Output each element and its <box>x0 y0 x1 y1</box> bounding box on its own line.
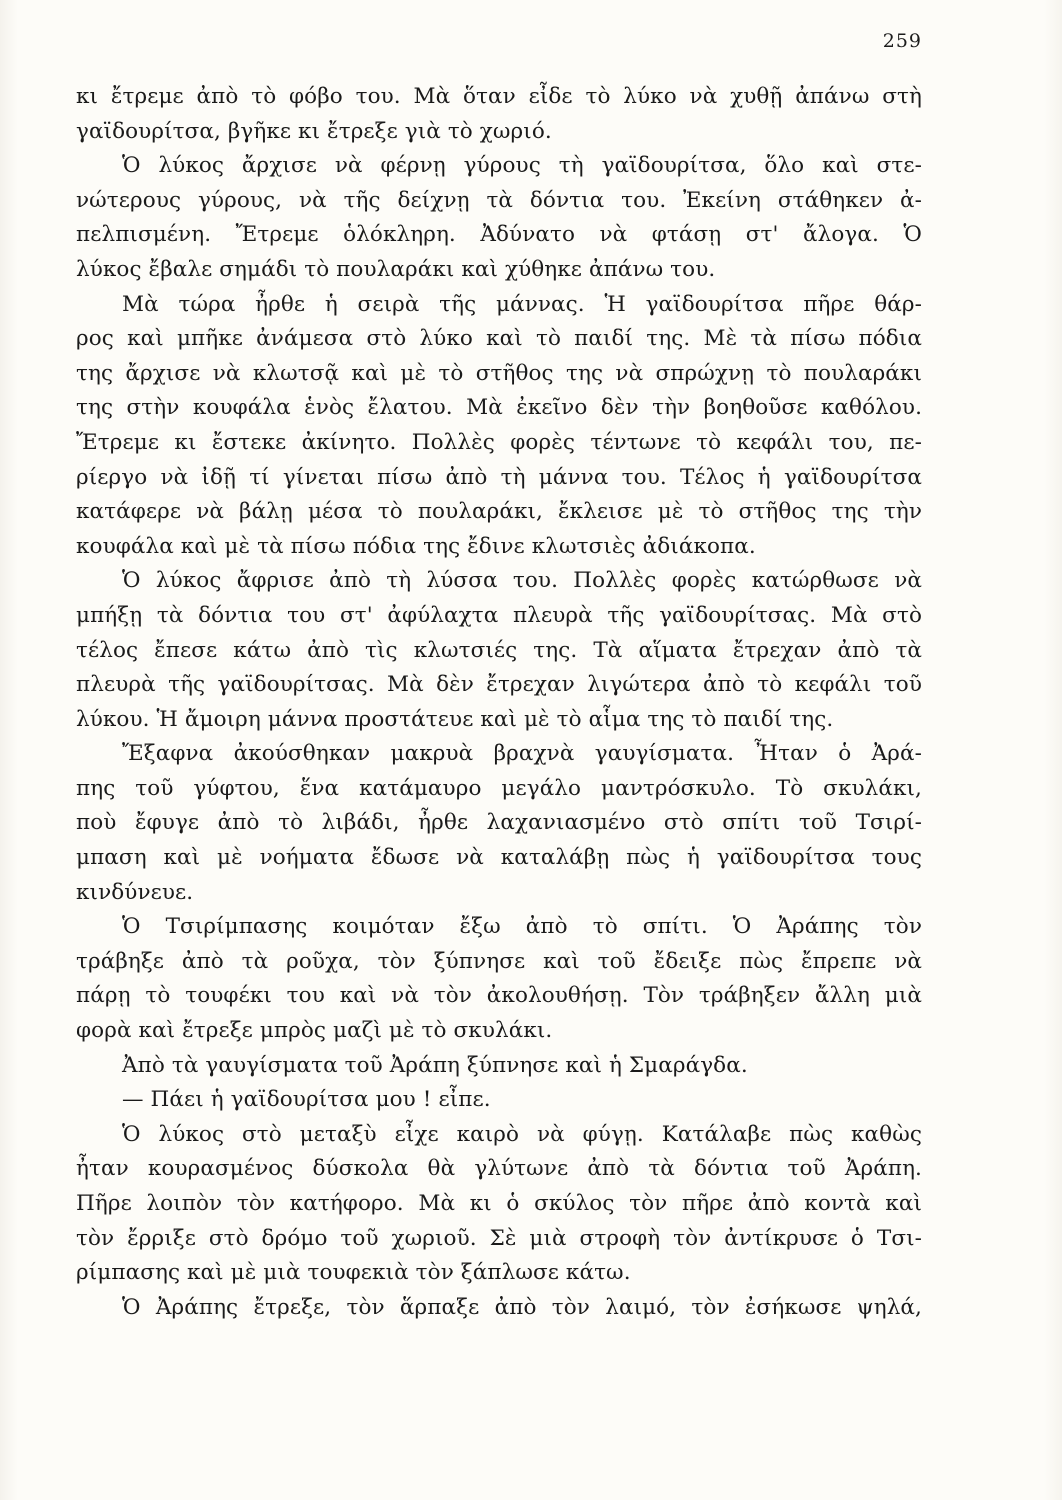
text-line: μπήξῃ τὰ δόντια του στ' ἀφύλαχτα πλευρὰ τῆς γαϊδουρίτσας. Μὰ στὸ <box>76 602 922 628</box>
text-line: Ὁ λύκος ἄρχισε νὰ φέρνῃ γύρους τὴ γαϊδουρίτσα, ὅλο καὶ στε- <box>122 153 922 179</box>
text-line: τέλος ἔπεσε κάτω ἀπὸ τὶς κλωτσιές της. Τὰ αἵματα ἔτρεχαν ἀπὸ τὰ <box>76 637 922 663</box>
text-line: πλευρὰ τῆς γαϊδουρίτσας. Μὰ δὲν ἔτρεχαν λιγώτερα ἀπὸ τὸ κεφάλι τοῦ <box>76 672 922 698</box>
text-line: τὸν ἔρριξε στὸ δρόμο τοῦ χωριοῦ. Σὲ μιὰ στροφὴ τὸν ἀντίκρυσε ὁ Τσι- <box>76 1225 922 1251</box>
text-line: — Πάει ἡ γαϊδουρίτσα μου ! εἶπε. <box>122 1087 491 1113</box>
text-line: Ἔξαφνα ἀκούσθηκαν μακρυὰ βραχνὰ γαυγίσματα. Ἦταν ὁ Ἀρά- <box>122 741 922 767</box>
text-line: Ἔτρεμε κι ἔστεκε ἀκίνητο. Πολλὲς φορὲς τέντωνε τὸ κεφάλι του, πε- <box>76 429 922 455</box>
text-line: ποὺ ἔφυγε ἀπὸ τὸ λιβάδι, ἦρθε λαχανιασμένο στὸ σπίτι τοῦ Τσιρί- <box>76 810 922 836</box>
text-line: ρος καὶ μπῆκε ἀνάμεσα στὸ λύκο καὶ τὸ παιδί της. Μὲ τὰ πίσω πόδια <box>76 326 922 352</box>
text-line: κι ἔτρεμε ἀπὸ τὸ φόβο του. Μὰ ὅταν εἶδε τὸ λύκο νὰ χυθῇ ἀπάνω στὴ <box>76 84 922 109</box>
body-text <box>76 80 922 1325</box>
text-line: Ὁ Τσιρίμπασης κοιμόταν ἔξω ἀπὸ τὸ σπίτι. Ὁ Ἀράπης τὸν <box>122 914 922 940</box>
text-line: μπαση καὶ μὲ νοήματα ἔδωσε νὰ καταλάβῃ πὼς ἡ γαϊδουρίτσα τους <box>76 845 922 871</box>
text-line: της ἄρχισε νὰ κλωτσᾷ καὶ μὲ τὸ στῆθος της νὰ σπρώχνῃ τὸ πουλαράκι <box>76 360 922 386</box>
text-line: κατάφερε νὰ βάλῃ μέσα τὸ πουλαράκι, ἔκλεισε μὲ τὸ στῆθος της τὴν <box>76 499 922 525</box>
text-line: ἦταν κουρασμένος δύσκολα θὰ γλύτωνε ἀπὸ τὰ δόντια τοῦ Ἀράπη. <box>76 1156 922 1182</box>
text-line: λύκου. Ἡ ἄμοιρη μάννα προστάτευε καὶ μὲ τὸ αἷμα της τὸ παιδί της. <box>76 706 834 732</box>
text-line: πάρῃ τὸ τουφέκι του καὶ νὰ τὸν ἀκολουθήσῃ. Τὸν τράβηξεν ἄλλη μιὰ <box>76 983 922 1009</box>
page-number: 259 <box>882 30 922 52</box>
text-line: νώτερους γύρους, νὰ τῆς δείχνῃ τὰ δόντια του. Ἐκείνη στάθηκεν ἀ- <box>76 187 922 213</box>
text-line: φορὰ καὶ ἔτρεξε μπρὸς μαζὶ μὲ τὸ σκυλάκι. <box>76 1018 553 1044</box>
text-line: γαϊδουρίτσα, βγῆκε κι ἔτρεξε γιὰ τὸ χωριό. <box>76 118 552 144</box>
text-line: κουφάλα καὶ μὲ τὰ πίσω πόδια της ἔδινε κλωτσιὲς ἀδιάκοπα. <box>76 533 756 559</box>
text-line: Μὰ τώρα ἦρθε ἡ σειρὰ τῆς μάννας. Ἡ γαϊδουρίτσα πῆρε θάρ- <box>122 291 922 317</box>
text-line: ρίεργο νὰ ἰδῇ τί γίνεται πίσω ἀπὸ τὴ μάννα του. Τέλος ἡ γαϊδουρίτσα <box>76 464 922 490</box>
text-line: Πῆρε λοιπὸν τὸν κατήφορο. Μὰ κι ὁ σκύλος τὸν πῆρε ἀπὸ κοντὰ καὶ <box>76 1191 922 1216</box>
text-line: λύκος ἔβαλε σημάδι τὸ πουλαράκι καὶ χύθηκε ἀπάνω του. <box>76 256 716 282</box>
text-line: της στὴν κουφάλα ἑνὸς ἔλατου. Μὰ ἐκεῖνο δὲν τὴν βοηθοῦσε καθόλου. <box>76 395 922 421</box>
text-line: ρίμπασης καὶ μὲ μιὰ τουφεκιὰ τὸν ξάπλωσε κάτω. <box>76 1260 631 1286</box>
text-line: Ἀπὸ τὰ γαυγίσματα τοῦ Ἀράπη ξύπνησε καὶ ἡ Σμαράγδα. <box>122 1052 748 1078</box>
text-line: πελπισμένη. Ἔτρεμε ὁλόκληρη. Ἀδύνατο νὰ φτάσῃ στ' ἄλογα. Ὁ <box>76 222 922 248</box>
text-line: Ὁ λύκος ἄφρισε ἀπὸ τὴ λύσσα του. Πολλὲς φορὲς κατώρθωσε νὰ <box>122 568 922 594</box>
text-line: Ὁ λύκος στὸ μεταξὺ εἶχε καιρὸ νὰ φύγῃ. Κατάλαβε πὼς καθὼς <box>122 1121 922 1147</box>
text-line: κινδύνευε. <box>76 879 194 905</box>
text-line: πης τοῦ γύφτου, ἕνα κατάμαυρο μεγάλο μαντρόσκυλο. Τὸ σκυλάκι, <box>76 775 922 801</box>
text-line: Ὁ Ἀράπης ἔτρεξε, τὸν ἅρπαξε ἀπὸ τὸν λαιμό, τὸν ἐσήκωσε ψηλά, <box>122 1294 922 1320</box>
text-line: τράβηξε ἀπὸ τὰ ροῦχα, τὸν ξύπνησε καὶ τοῦ ἔδειξε πὼς ἔπρεπε νὰ <box>76 948 922 974</box>
